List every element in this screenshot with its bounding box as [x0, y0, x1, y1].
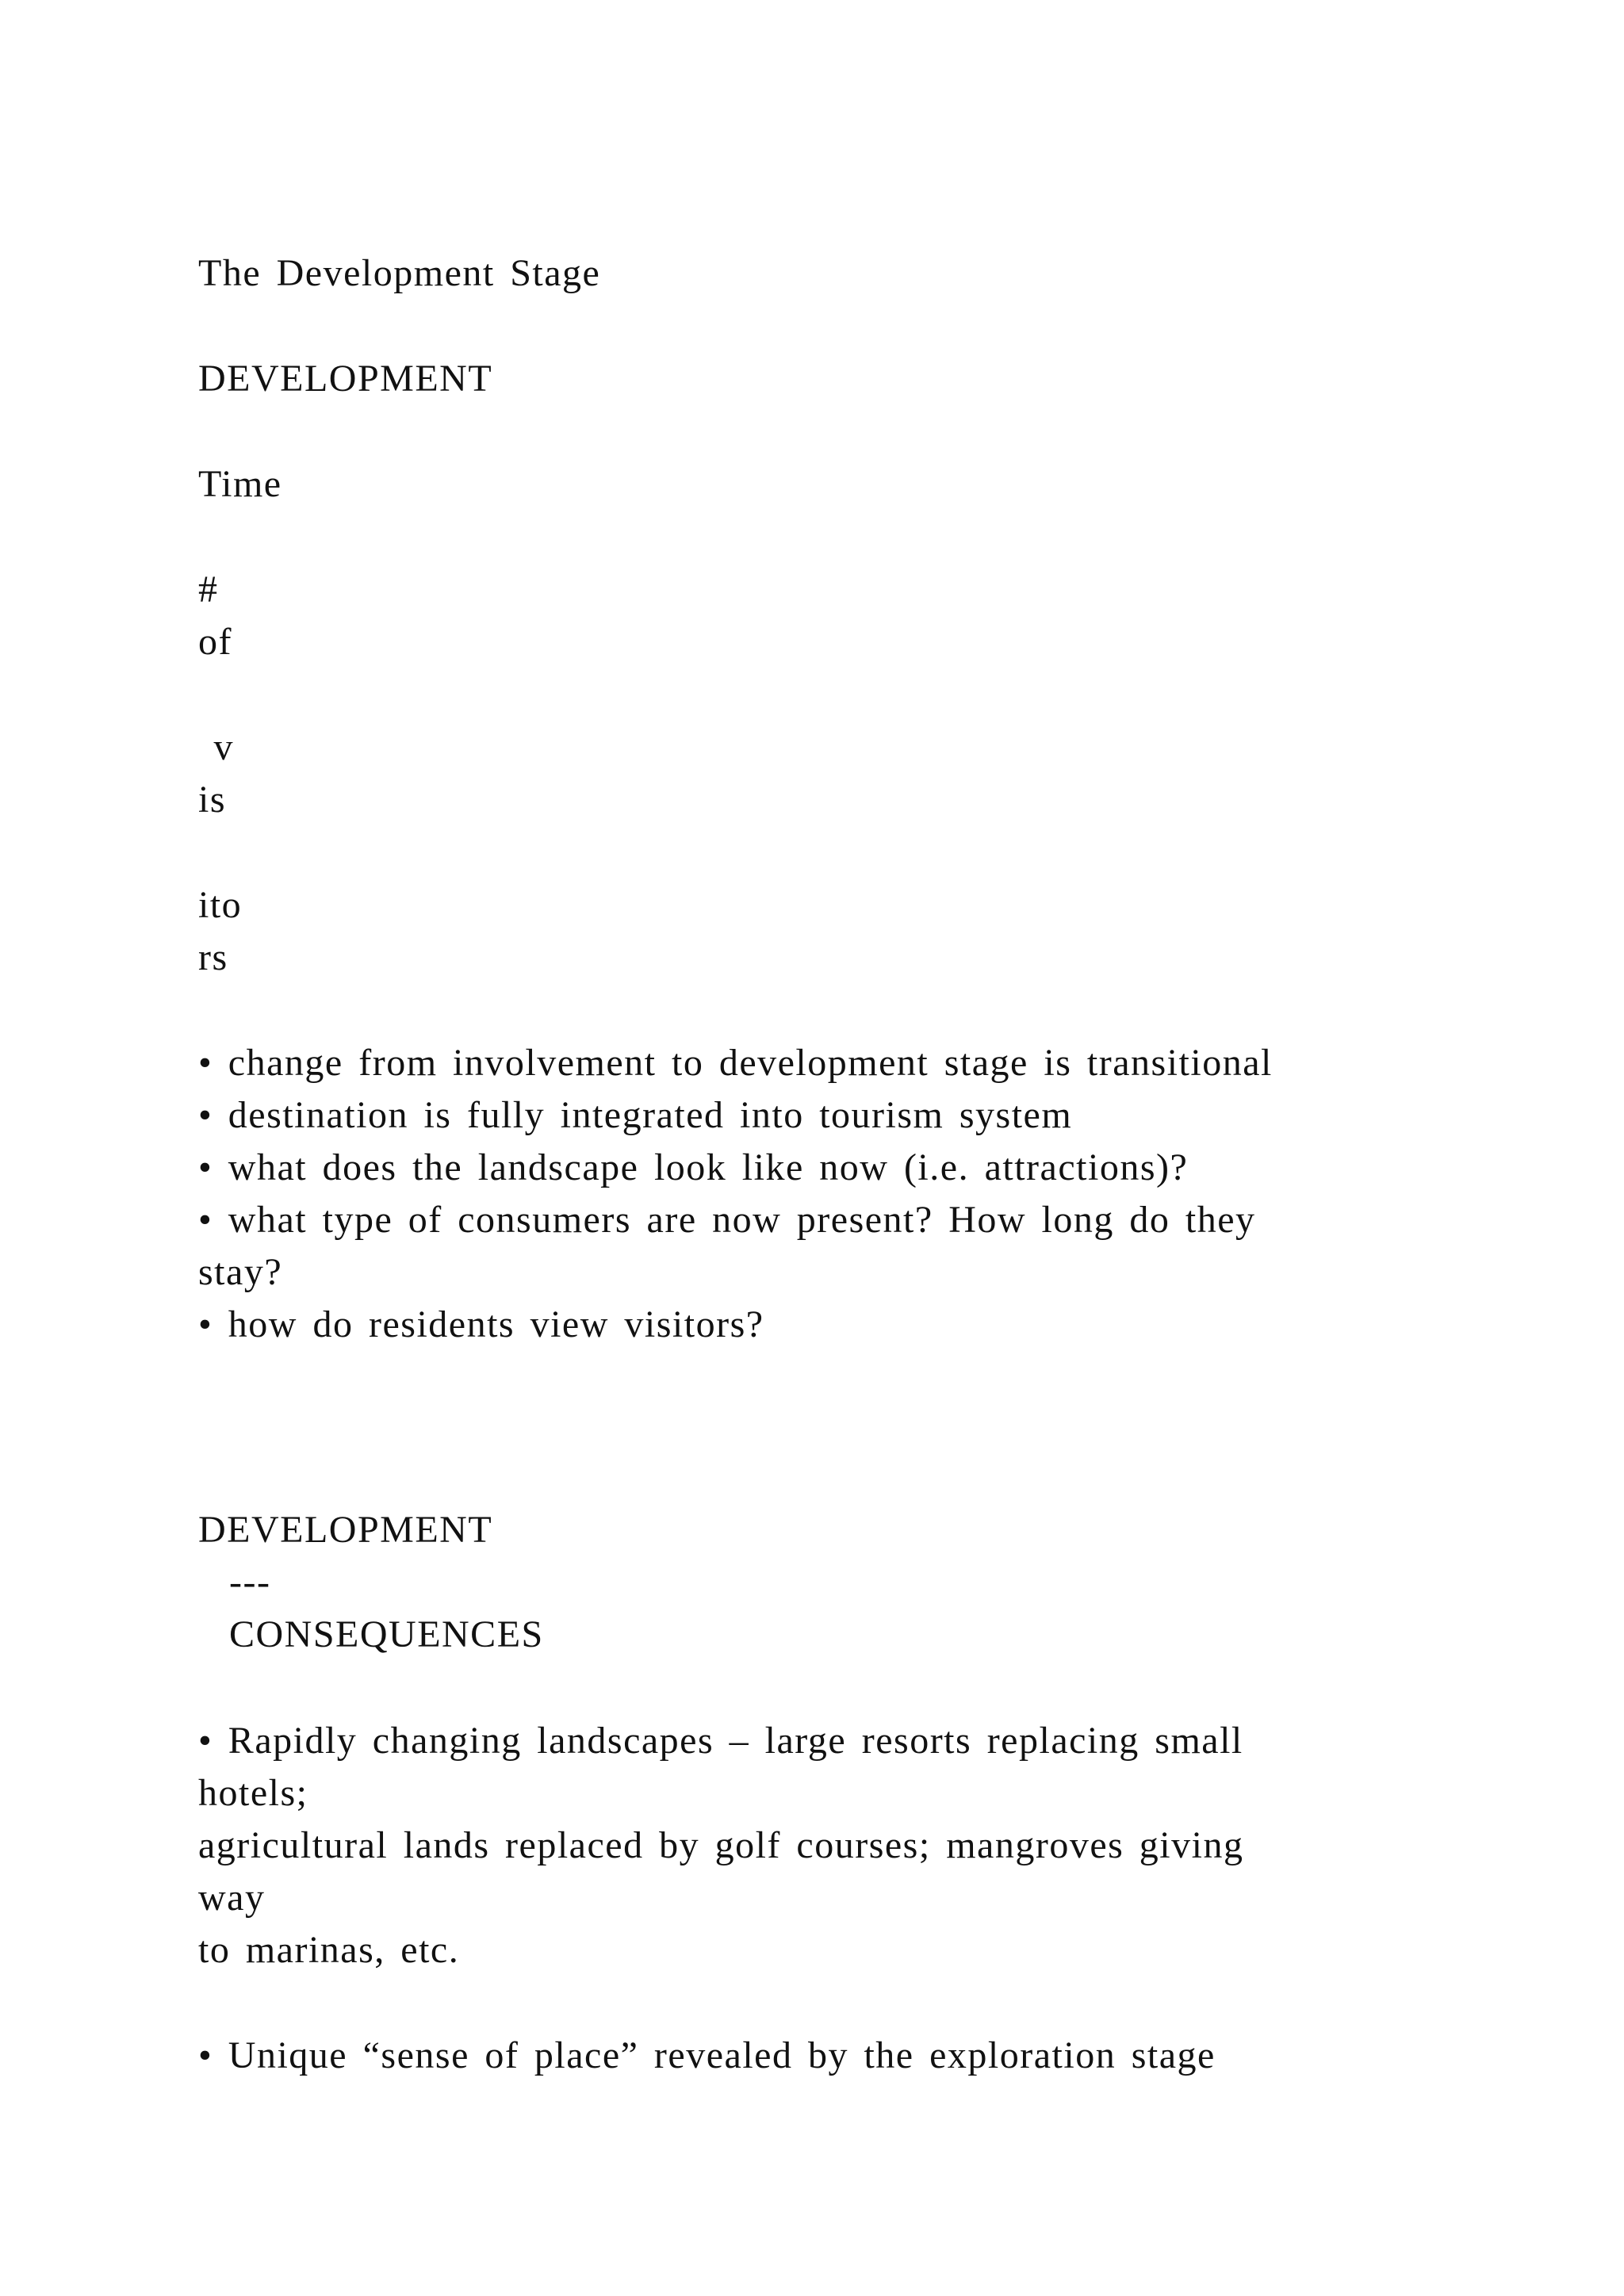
- axis-fragment: v: [198, 726, 234, 768]
- axis-fragment: is: [198, 779, 227, 821]
- bullet-line: agricultural lands replaced by golf courses; mangroves giving: [198, 1824, 1244, 1866]
- axis-fragment: rs: [198, 936, 228, 978]
- bullet-line: • destination is fully integrated into tourism system: [198, 1094, 1073, 1136]
- section-heading: DEVELOPMENT: [198, 358, 493, 400]
- bullet-line: • what type of consumers are now present? How long do they: [198, 1199, 1256, 1241]
- axis-fragment: ito: [198, 884, 243, 926]
- bullet-line: hotels;: [198, 1772, 308, 1814]
- axis-label-time: Time: [198, 463, 282, 505]
- document-title: The Development Stage: [198, 252, 601, 294]
- bullet-line: • how do residents view visitors?: [198, 1303, 764, 1345]
- bullet-line: • change from involvement to development stage is transitional: [198, 1042, 1273, 1084]
- bullet-line: • Unique “sense of place” revealed by the exploration stage: [198, 2034, 1216, 2076]
- section-heading: DEVELOPMENT: [198, 1509, 493, 1551]
- bullet-line: • Rapidly changing landscapes – large resorts replacing small: [198, 1720, 1243, 1762]
- section-heading: CONSEQUENCES: [198, 1613, 544, 1655]
- bullet-line: way: [198, 1877, 266, 1919]
- section-heading: ---: [198, 1561, 271, 1603]
- axis-fragment: of: [198, 621, 232, 663]
- bullet-line: to marinas, etc.: [198, 1929, 460, 1971]
- bullet-line: • what does the landscape look like now (i.e. attractions)?: [198, 1146, 1189, 1188]
- bullet-line: stay?: [198, 1251, 283, 1293]
- axis-fragment: #: [198, 568, 219, 610]
